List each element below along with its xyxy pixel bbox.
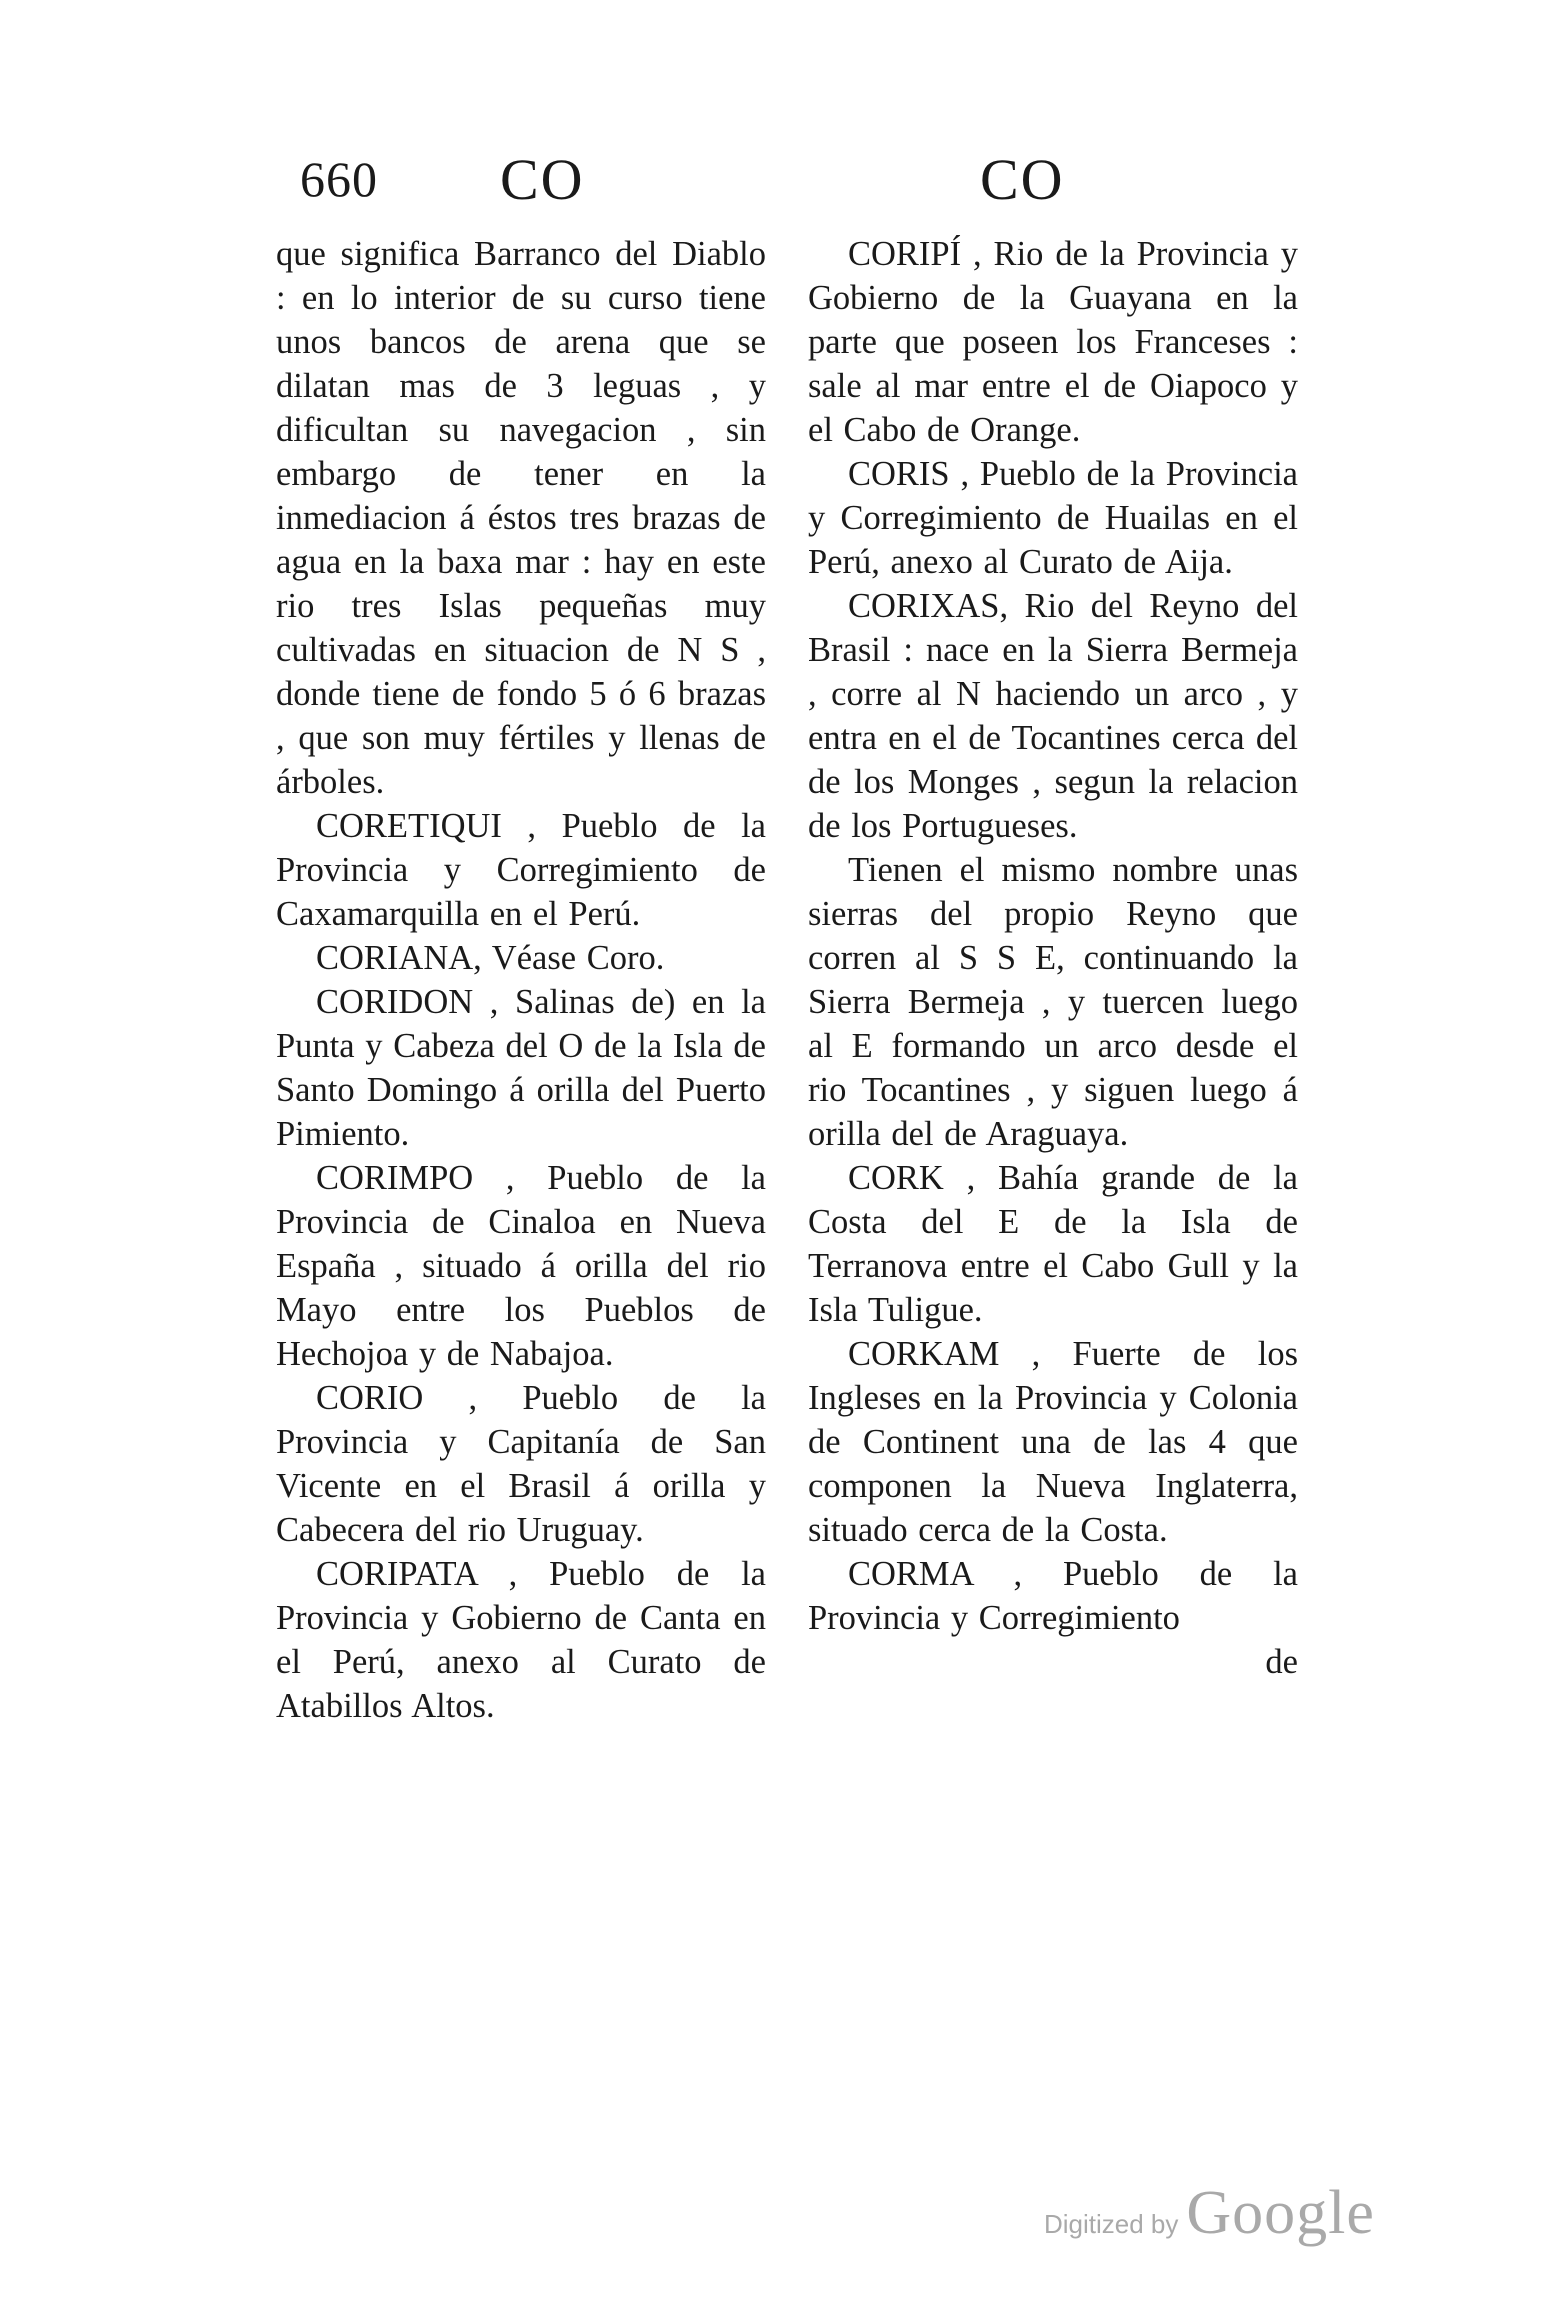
running-head-left: CO: [500, 147, 585, 212]
entry-coris: CORIS , Pueblo de la Provincia y Corregimiento de Huailas en el Perú, anexo al Curato de Aija.: [808, 455, 1298, 581]
left-column: [276, 232, 766, 1728]
running-head-right: CO: [980, 147, 1065, 212]
page-number: 660: [300, 151, 378, 207]
entry-corma: CORMA , Pueblo de la Provincia y Corregimiento: [808, 1555, 1298, 1637]
entry-corimpo: CORIMPO , Pueblo de la Provincia de Cinaloa en Nueva España , situado á orilla del rio Mayo entre los Pueblos de Hechojoa y de Nabajoa.: [276, 1159, 766, 1373]
right-column: [808, 232, 1298, 1684]
entry-corixas: CORIXAS, Rio del Reyno del Brasil : nace en la Sierra Bermeja , corre al N haciendo un arco , y entra en el de Tocantines cerca del de los Monges , segun la relacion de los Portugueses.: [808, 587, 1298, 845]
entry-cork: CORK , Bahía grande de la Costa del E de la Isla de Terranova entre el Cabo Gull y la Isla Tuligue.: [808, 1159, 1298, 1329]
entry-coretiqui: CORETIQUI , Pueblo de la Provincia y Corregimiento de Caxamarquilla en el Perú.: [276, 807, 766, 933]
entry-coripi: CORIPÍ , Rio de la Provincia y Gobierno de la Guayana en la parte que poseen los Franceses : sale al mar entre el de Oiapoco y el Cabo de Orange.: [808, 235, 1298, 449]
digitized-by-google-watermark: [1044, 2178, 1375, 2249]
entry-coripata: CORIPATA , Pueblo de la Provincia y Gobierno de Canta en el Perú, anexo al Curato de Atabillos Altos.: [276, 1555, 766, 1725]
entry-coriana: CORIANA, Véase Coro.: [316, 939, 665, 977]
entry-corixas-sierras: Tienen el mismo nombre unas sierras del propio Reyno que corren al S S E, continuando la Sierra Bermeja , y tuercen luego al E formando un arco desde el rio Tocantines , y siguen luego á orilla del de Araguaya.: [808, 851, 1298, 1153]
catchword: de: [1265, 1643, 1298, 1681]
page-header: [300, 147, 1280, 230]
paragraph-continuation: que significa Barranco del Diablo : en lo interior de su curso tiene unos bancos de arena que se dilatan mas de 3 leguas , y dificultan su navegacion , sin embargo de tener en la inmediacion á éstos tres brazas de agua en la baxa mar : hay en este rio tres Islas pequeñas muy cultivadas en situacion de N S , donde tiene de fondo 5 ó 6 brazas , que son muy fértiles y llenas de árboles.: [276, 235, 766, 801]
google-logo: Google: [1186, 2179, 1375, 2247]
entry-corio: CORIO , Pueblo de la Provincia y Capitanía de San Vicente en el Brasil á orilla y Cabecera del rio Uruguay.: [276, 1379, 766, 1549]
entry-coridon: CORIDON , Salinas de) en la Punta y Cabeza del O de la Isla de Santo Domingo á orilla del Puerto Pimiento.: [276, 983, 766, 1153]
entry-corkam: CORKAM , Fuerte de los Ingleses en la Provincia y Colonia de Continent una de las 4 que componen la Nueva Inglaterra, situado cerca de la Costa.: [808, 1335, 1298, 1549]
watermark-digitized-text: Digitized by: [1044, 2209, 1179, 2239]
